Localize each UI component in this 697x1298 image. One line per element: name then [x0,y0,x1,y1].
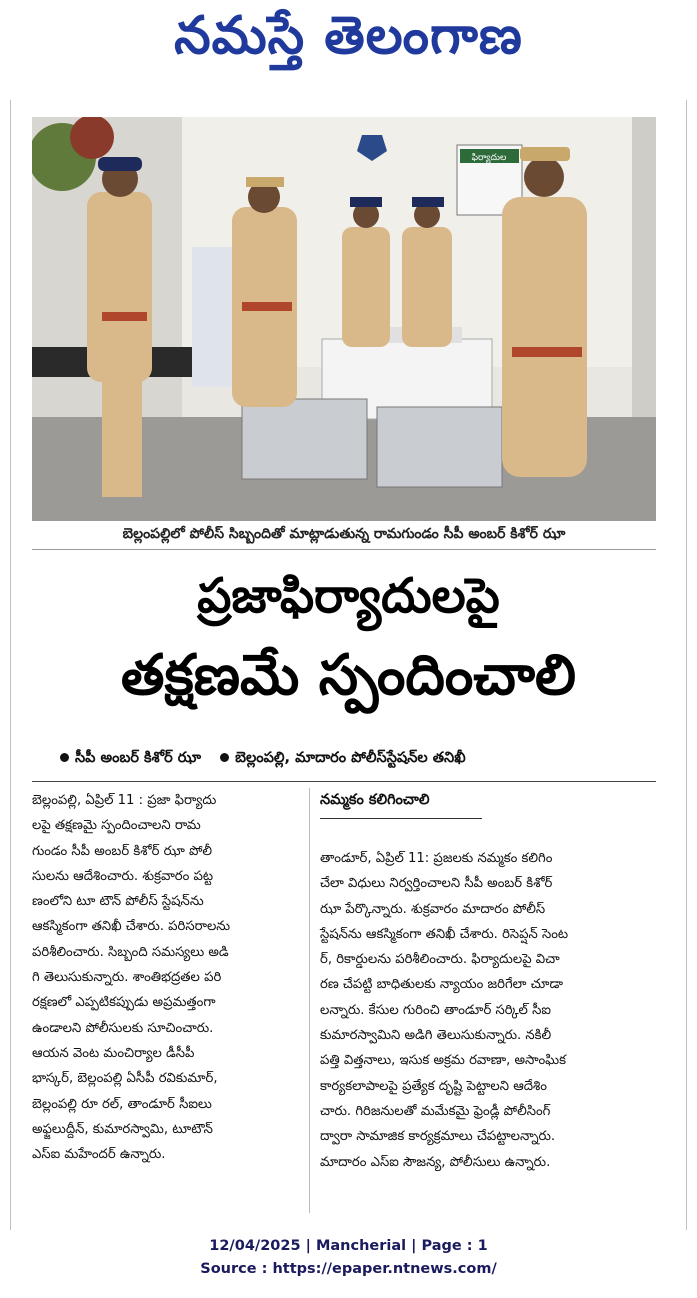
text-line: రణ చేపట్టి బాధితులకు న్యాయం జరిగేలా చూడా [320,977,563,993]
subheading: నమ్మకం కలిగించాలి [320,792,430,808]
text-line: మాదారం ఎస్ఐ సౌజన్య, పోలీసులు ఉన్నారు. [320,1154,551,1170]
board-text: ఫిర్యాదుల [471,153,507,163]
text-line: ర్, రికార్డులను పరిశీలించారు. ఫిర్యాదులపై విచా [320,952,560,968]
text-line: పరిశీలించారు. సిబ్బంది సమస్యలు అడి [32,944,229,960]
headline-line1: ప్రజాఫిర్యాదులపై [197,568,500,624]
text-line: తాండూర్, ఏప్రిల్ 11: ప్రజలకు నమ్మకం కలిగిం [320,851,553,866]
text-line: ద్వారా సామాజిక కార్యక్రమాలు చేపట్టాలన్నారు. [320,1129,556,1145]
bullet-2: బెల్లంపల్లి, మాదారం పోలీస్‌స్టేషన్‌ల తనిఖీ [235,750,466,766]
text-line: ణంలోని టూ టౌన్ పోలీస్ స్టేషన్‌ను [32,894,204,910]
deck-bullets [60,750,680,770]
news-photo [32,117,656,521]
text-line: రక్షణలో ఎప్పటికప్పుడు అప్రమత్తంగా [32,995,216,1011]
text-line: లపై తక్షణమై స్పందించాలని రామ [32,818,201,834]
text-line: ఉండాలని పోలీసులకు సూచించారు. [32,1020,214,1036]
masthead [0,0,697,80]
text-line: ఝా పేర్కొన్నారు. శుక్రవారం మాదారం పోలీస్ [320,901,546,917]
text-line: బెల్లంపల్లి, ఏప్రిల్ 11 : ప్రజా ఫిర్యాదు [32,793,217,808]
photo-illustration [32,117,656,521]
bullet-icon [60,753,69,762]
text-line: పత్తి విత్తనాలు, ఇసుక అక్రమ రవాణా, అసాంఘిక [320,1053,566,1069]
bullet-1: సీపీ అంబర్ కిశోర్ ఝా [75,750,202,766]
text-line: స్టేషన్‌ను ఆకస్మికంగా తనిఖీ చేశారు. రిసెప్షన్ సెంట [320,926,569,942]
text-line: ఆకస్మికంగా తనిఖీ చేశారు. పరిసరాలను [32,919,231,935]
article-column-1 [32,788,302,1167]
article-column-2 [320,846,656,1175]
text-line: ఆయన వెంట మంచిర్యాల డీసీపీ [32,1045,195,1061]
text-line: లన్నారు. కేసుల గురించి తాండూర్ సర్కిల్ సీఐ [320,1002,551,1018]
text-line: గి తెలుసుకున్నారు. శాంతిభద్రతల పరి [32,970,222,986]
subheading-rule [320,818,482,819]
text-line: భాస్కర్, బెల్లంపల్లి ఏసీపీ రవికుమార్, [32,1071,218,1087]
deck-rule [32,781,656,782]
text-line: చేలా విధులు నిర్వర్తించాలని సీపీ అంబర్ కిశోర్ [320,876,553,892]
footer-edition-info: 12/04/2025 | Mancherial | Page : 1 [209,1238,488,1254]
text-line: కుమారస్వామిని అడిగి తెలుసుకున్నారు. నకిలీ [320,1028,552,1044]
column-divider [309,788,310,1213]
headline-line2: తక్షణమే స్పందించాలి [120,643,577,708]
text-line: ఎస్ఐ మహేందర్ ఉన్నారు. [32,1147,166,1163]
text-line: సులను ఆదేశించారు. శుక్రవారం పట్ట [32,868,214,884]
text-line: కార్యకలాపాలపై ప్రత్యేక దృష్టి పెట్టాలని ఆదేశిం [320,1078,547,1094]
text-line: చారు. గిరిజనులతో మమేకమై ఫ్రెండ్లీ పోలీసింగ్ [320,1103,551,1119]
photo-caption: బెల్లంపల్లిలో పోలీస్ సిబ్బందితో మాట్లాడుతున్న రామగుండం సీపీ అంబర్ కిశోర్ ఝా [122,526,566,542]
masthead-title: నమస్తే తెలంగాణ [174,6,523,66]
text-line: గుండం సీపీ అంబర్ కిశోర్ ఝా పోలీ [32,843,213,859]
text-line: అఫ్జలుద్దీన్, కుమారస్వామి, టూటౌన్ [32,1121,213,1137]
bullet-icon [220,753,229,762]
footer-source-link[interactable]: Source : https://epaper.ntnews.com/ [200,1261,497,1277]
caption-rule [32,549,656,550]
text-line: బెల్లంపల్లి రూ రల్, తాండూర్ సీఐలు [32,1096,212,1112]
